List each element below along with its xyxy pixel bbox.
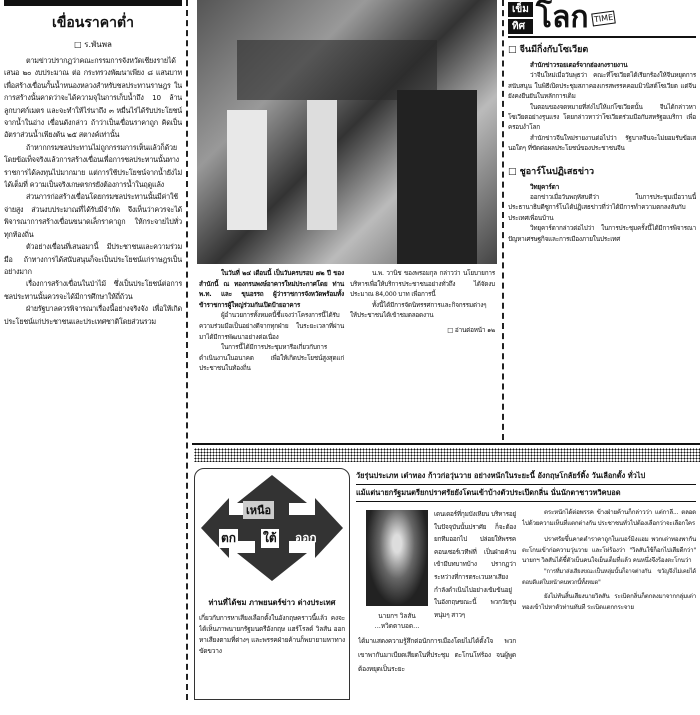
lead: สำนักข่าวรอยเตอร์จากฮ่องกงรายงาน: [530, 61, 628, 69]
photo-figure: [397, 90, 477, 264]
halftone-band: [194, 448, 700, 462]
column-logo-south: ใต้: [261, 529, 279, 548]
paragraph: ว่าจีนใหม่เมื่อวันพุธว่า คณะที่โซเวียตได้เรียกร้องให้จีนหยุดการสนับสนุน ในพิธีเปิดประชุมสภาคองเกรสพรรคคอมมิวนิสต์โซเวียต แต่จีนยังคงยืนยันในหลักการเดิม: [508, 71, 696, 101]
section-title: □ ชูอาร์โนปฏิเสธข่าว: [508, 166, 595, 177]
section-body: [508, 182, 696, 244]
paragraph: ส่วนการก่อสร้างเขื่อนโดยกรมชลประทานนั้นมีค่าใช้จ่ายสูง ส่วนงบประมาณที่ได้รับมีจำกัด จึงเห็นว่าควรจะได้พิจารณาการสร้างเขื่อนขนาดเล็กราคาถูก ให้กระจายไปทั่วทุกท้องถิ่น: [4, 192, 182, 239]
column-intro: ท่านที่ได้ชม ภาพยนตร์ข่าว ต่างประเทศ: [208, 598, 336, 607]
left-article: [4, 0, 188, 700]
news-photo: [197, 0, 497, 264]
headline-primary: วัยรุ่นประเภท เต๋าทอง ก้าวก่อวุ่นวาย อย่างหนักในระยะนี้ อังกฤษโกลัยร์ดิ้ง วันเลือกตั้ง ทั่วไป: [356, 470, 696, 485]
wide-text: ได้มาแสดงความรู้สึกต่อนักการเมืองโดยไม่ได้ตั้งใจ พวกเขาพากันมาเบียดเสียดในที่ประชุม ตะโกนโห่ร้อง จนผู้พูดต้องหยุดเป็นระยะ: [358, 637, 516, 673]
paragraph: วิทยุคาร์ตากล่าวต่อไปว่า ในการประชุมครั้งนี้ได้มีการพิจารณาปัญหาเศรษฐกิจและการเมืองภายในประเทศ: [508, 224, 696, 243]
photo-caption-sub: ...หวิดตาบอด...: [374, 622, 420, 630]
section-divider: [192, 443, 700, 445]
photo-figure: [307, 100, 337, 230]
paragraph: ในการนี้ได้มีการประชุมหารือเกี่ยวกับการดำเนินงานในอนาคต เพื่อให้เกิดประโยชน์สูงสุดแก่ประชาชนในท้องถิ่น: [199, 343, 344, 373]
paragraph: ยังไม่ทันสิ้นเสียงนายวิลสัน ระเบิดกลิ่นก็ตกลงมาจากกลุ่มเต่าทองเข้าไปหาตัวท่านทันที ระเบิดแตกกระจาย: [522, 593, 696, 611]
section-body: [508, 60, 696, 154]
logo-tag: TIME: [591, 10, 616, 26]
lead: วิทยุคาร์ตา: [530, 182, 559, 191]
photo-caption-name: นายกฯ วิลสัน: [378, 612, 416, 620]
logo-text: ทิศ: [508, 19, 533, 34]
paragraph: ทั้งนี้ได้มีการจัดนิทรรศการและกิจกรรมต่างๆ ให้ประชาชนได้เข้าชมตลอดงาน: [350, 300, 487, 320]
wilson-photo: [366, 510, 428, 606]
column-box: [194, 468, 350, 700]
photo-caption: ในวันที่ ๒๔ เดือนนี้ เป็นวันครบรอบ ๗๒ ปี ของสำนักนี้ ณ ทองกรนพงษ์อาคารใหม่ประกาศโดย ท่าน พ.ท. และ ขุนอรรถ ผู้ว่าราชการจังหวัดพร้อมทั้งข้าราชการผู้ใหญ่ร่วมกันเปิดป้ายอาคาร: [199, 269, 344, 309]
world-compass-logo: [508, 0, 696, 38]
article-title: เขื่อนราคาต่ำ: [52, 15, 134, 31]
paragraph: ในตอนของจดหมายที่ส่งไปให้แก่โซเวียตนั้น จีนได้กล่าวหาโซเวียตอย่างรุนแรง โดยกล่าวหาว่าโซเวียตร่วมมือกับสหรัฐอเมริกา เพื่อครอบงำโลก: [508, 102, 696, 132]
photo-figure: [227, 110, 267, 230]
paragraph: ตระหนักได้ต่อพรรค ข้างฝ่ายค้านก็กล่าวว่า แต่กาลี... ตลอดไปด้วยความเห็นที่แตกต่างกัน ประชาชนทั่วไปต้องเลือกว่าจะเลือกใคร: [522, 509, 696, 527]
paragraph: ออกข่าวเมื่อวันพฤหัสบดีว่า ในการประชุมเมื่อวานนี้ประธานาธิบดีซูการ์โนได้ปฏิเสธข่าวที่ว่าได้มีการทำความตกลงลับกับประเทศเพื่อนบ้าน: [508, 193, 696, 222]
section-title: □ จีนมีกิ่งกับโซเวียต: [508, 45, 589, 55]
right-column: [502, 0, 696, 440]
column-text: เกี่ยวกับการหาเสียงเลือกตั้งในอังกฤษคราวนี้แล้ว คงจะได้เห็นภาพนายกรัฐมนตรีอังกฤษ แฮร์โรลด์ วิลสัน ออกหาเสียงตามที่ต่างๆ และพรรคฝ่ายค้านก็พยายามหาทางขัดขวาง: [199, 614, 345, 655]
masthead-bar: [4, 0, 182, 6]
logo-text: เข็ม: [508, 2, 533, 17]
article-body: [4, 55, 182, 715]
paragraph: ผู้อำนวยการทั้งหมดนี้ชี้แจงว่าโครงการนี้ได้รับความร่วมมือเป็นอย่างดีจากทุกฝ่าย ในระยะเวลาที่ผ่านมาได้มีการพัฒนาอย่างต่อเนื่อง: [199, 311, 344, 341]
paragraph: ตัวอย่างเขื่อนที่เสนอมานี้ มีประชาชนและความร่วมมือ ถ้าทางการได้สนับสนุนก็จะเป็นประโยชน์แก่ราษฎรเป็นอย่างมาก: [4, 242, 182, 276]
logo-text: โลก: [535, 0, 589, 35]
paragraph: ตามข่าวปรากฏว่าคณะกรรมการจังหวัดเชียงรายได้เสนอ ๒๐ งบประมาณ ต่อ กระทรวงพัฒนาเพียง ๘ แสนบาท เพื่อสร้างเขื่อนกั้นน้ำหนองหลวงสำหรับชลประทานราษฎร ในการสร้างนั้นคาดว่าจะได้ความจุในการเก็บน้ำถึง 10 ล้านลูกบาศก์เมตร และจะทำให้ไร่นาถึง ๓ หมื่นไร่ได้รับประโยชน์จากน้ำในอ่าง เขื่อนดังกล่าว ถ้าว่าเป็นเขื่อนราคาถูก คิดเป็นอัตราส่วนน้ำเพียงต้น ๒๕ สตางค์เท่านั้น: [4, 56, 182, 140]
paragraph: ฝ่ายรัฐบาลควรพิจารณาเรื่องนี้อย่างจริงจัง เพื่อให้เกิดประโยชน์แก่ประชาชนและประเทศชาติโดยส่วนรวม: [4, 304, 182, 326]
headline-secondary: แม้แต่นายกรัฐมนตรียกปราศรัยยังโดนเข้าบ้างตัวประเป๊ดกลิ่น นั่นนักตาชาวหวิคบอด: [356, 487, 696, 502]
paragraph: สำนักข่าวจีนใหม่รายงานต่อไปว่า รัฐบาลจีนจะไม่ยอมรับข้อเสนอใดๆ ที่ขัดต่อผลประโยชน์ของประชาชนจีน: [508, 133, 696, 153]
column-logo-north: เหนือ: [243, 501, 274, 519]
photo-caption-area: [199, 268, 495, 440]
paragraph: น.พ. วานิช ของพรอมกุล กล่าวว่า นโยบายการบริหารเพื่อให้บริการประชาชนอย่างทั่วถึง ได้จัดงบประมาณ 84,000 บาท เพื่อการนี้: [350, 269, 495, 299]
column-logo-east: ออก: [295, 531, 317, 545]
right-bottom-text: [522, 508, 696, 700]
article-byline: □ ร.พันพล: [74, 40, 112, 49]
compass-arrows-icon: [199, 473, 345, 583]
paragraph: ถ้าหากกรมชลประทานไม่ถูกกรรมการเห็นแล้วก็ด้วย โดยข้อเท็จจริงแล้วการสร้างเขื่อนเพื่อการชลประทานนั้นทางราชการได้ลงทุนไปมากมาย แต่การใช้ประโยชน์จากน้ำยังไม่ได้เต็มที่ ความเป็นจริงเกษตรกรยังต้องการน้ำในฤดูแล้ง: [4, 142, 182, 190]
paragraph: เรื่องการสร้างเขื่อนในป่าไม้ ซึ่งเป็นประโยชน์ต่อการชลประทานนั้นควรจะได้มีการศึกษาให้ถี่ถ้วน: [4, 279, 182, 301]
mid-text: เดนเดอร์ที่กุมบังเหียน บริหารอยู่ในปัจจุบันนั้นปราศัย ก็จะต้องยกทีมออกไป ปล่อยให้พรรคคอนเซอร์เวทีฟที่ เป็นฝ่ายค้าน เข้ามีบทบาทบ้าง ปรากฏว่า ระหว่างที่การตระเวนหาเสียงกำลังดำเนินไปอย่างเข้มข้นอยู่ในอังกฤษขณะนี้ พวกวัยรุ่นหนุ่มๆ สาวๆ: [434, 510, 516, 619]
paragraph: ปราศรัยขึ้นคาดตำราคาถูกในเบอร์มิงแฮม พวกเต่าทองพากันตะโกนเข้าก่อความวุ่นวาย และโห่ร้องว่า "วิลสันใช้ก็อกไปเสียดีกว่า" นายกฯ วิลสันได้ชี้ตัวเบ็นคนใจเย็นเต็มที่แล้ว คนหนึ่งจึงร้องตะโกนว่า: [522, 536, 696, 565]
column-logo-west: ตก: [219, 529, 238, 548]
quote: "การที่มาส่งเสียงขณะเป็นหลุ่มนั้นก็อาจต่างกัน ขวัญจึงไม่เคยได้ตอบดีแต่ในหน้าคนพวกนี้ทั้งหมด": [522, 568, 696, 586]
continued-note: □ อ่านต่อหน้า ๑๒: [447, 325, 495, 334]
